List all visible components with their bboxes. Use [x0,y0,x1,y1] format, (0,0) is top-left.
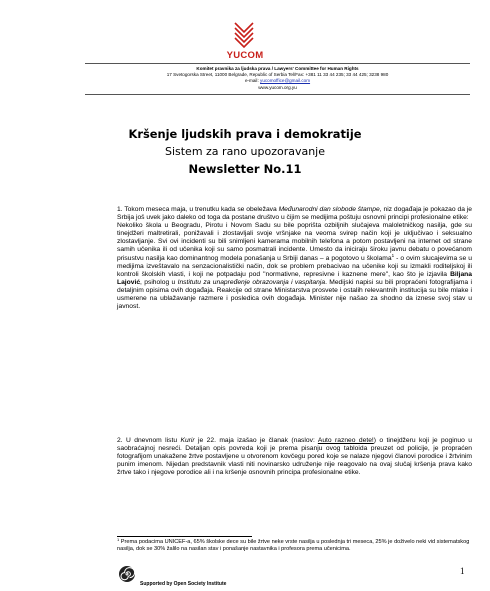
document-subtitle: Sistem za rano upozoravanje [164,145,326,158]
p1-text-d: - o ovim slucajevima se u medijima izveštavalo na senzacionalistički način, dok se problem prebacivao na učenike koji su izmakli roditeljskoj ili kontroli školskih vlasti, i koji ne potpadaju pod "normativne, represivne i kaznene mere", kao što je izjavila [117,254,472,278]
p1-bold-name: Biljana Lajović [117,270,472,286]
paragraph-2 [117,437,472,477]
document-title: Kršenje ljudskih prava i demokratije [128,127,362,141]
p1-text-f: . Medijski napisi su bili propraćeni fotografijama i detaljnim opisima ovih događaja. Reakcije od strane Ministarstva prosvete i ostalih relevantnih institucija su bile mlake i usmerene na ublažavanje razmere i posledica ovih događaja. Minister nije našao za shodno da iznese svoj stav u javnost. [117,278,472,311]
org-address: 17 Svetogorska Street, 11000 Belgrade, Republic of Serbia Tel/Fax: +381 11 33 44 235; 33 44 425; 3238 980 [166,72,389,78]
p1-text-b: , niz događaja je pokazao da je Srbija još uvek jako daleko od toga da postane društvo u čijim se medijima poštuju osnovni principi profesionalne etike: [117,206,472,222]
p1-italic-institute: Institutu za unapređenje obrazovanja i vaspitanja [177,278,326,286]
email-prefix: e-mail: [244,78,259,84]
header-contact [85,66,470,91]
footnote [117,539,472,552]
p2-italic-kurir: Kurir [180,437,195,444]
footnote-text: Prema podacima UNICEF-a, 65% školske dece su bile žrtve neke vrste nasilja u poslednja tri meseca, 25% je doživelo neki vid sistematskog nasilja, dok se 30% žalilo na nasilan stav i ponašanje nastavnika i profesora prema učenicima. [117,539,470,552]
newsletter-number: Newsletter No.11 [188,162,302,176]
footnote-ref[interactable]: 1 [391,252,395,258]
p2-text-b: je 22. maja izašao je članak (naslov: [194,437,318,444]
p1-text-e: , psiholog u [140,278,178,286]
paragraph-1 [117,206,472,311]
p1-italic-press-day: Međunarodni dan slobode štampe [278,206,380,213]
p2-article-link[interactable]: Auto razneo dete! [317,437,374,444]
p2-text-a: 2. U dnevnom listu [117,437,181,444]
p1-text-c: Nekoliko škola u Beogradu, Pirotu i Novom Sadu su bile poprišta ozbiljnih slučajeva maloletničkog nasilja, gde su tinejdžeri maltretirali, ponižavali i zlostavljali svoje vršnjake na veoma svirep način koji je uključivao i seksualno zlostavljanje. Svi ovi incidenti su bili snimljeni kamerama mobilnih telefona a potom postavljeni na internet od strane samih učenika ili od učenika koji su samo posmatrali incidente. Umesto da iniciraju široku javnu debatu o povećanom prisustvu nasilja kao dominantnog modela ponašanja u Srbiji danas – a pogotovo u školama [117,222,472,262]
email-link[interactable]: yucomoffice@gmail.com [260,78,311,84]
org-full-name: Komitet pravnika za ljudska prava / Lawyers' Committee for Human Rights [196,66,359,71]
yucom-logo-icon [231,20,257,50]
footnote-marker: 1 [117,537,120,542]
footnote-rule [117,536,252,537]
p1-text-a: 1. Tokom meseca maja, u trenutku kada se obeležava [117,206,279,213]
supported-by: Supported by Open Society Institute [140,581,227,587]
org-name: YUCOM [226,50,264,61]
p2-text-c: ) o tinejdžeru koji je poginuo u saobraćajnoj nesreći. Detaljan opis povreda koji je prema pisanju ovog tabloida preuzet od policije, je propraćen fotografijom unakažene žrtve postavljene u otvorenom kovčegu pored koje se nalaze njegovi članovi porodice i žrtvinim punim imenom. Nijedan predstavnik vlasti niti novinarsko udruženje nije reagovalo na ovaj slučaj kršenja prava kako žrtve tako i njegove porodice ali i na kršenje osnovnih principa profesionalne etike. [117,437,472,477]
header-bottom-rule [85,94,470,95]
spiral-logo-icon [118,565,136,583]
header-top-rule [85,63,470,64]
org-website[interactable]: www.yucom.org.yu [258,84,297,90]
page-number: 1 [460,566,465,576]
